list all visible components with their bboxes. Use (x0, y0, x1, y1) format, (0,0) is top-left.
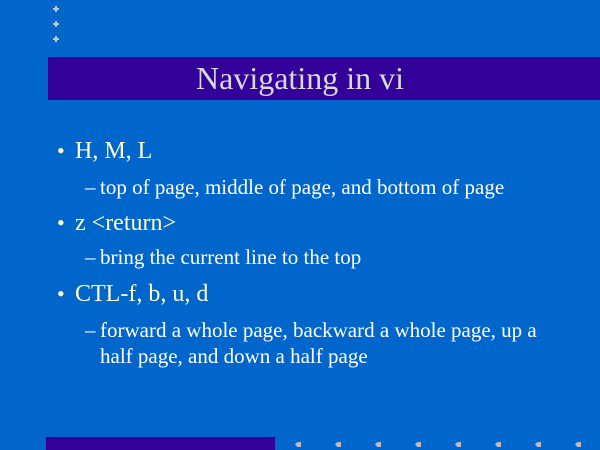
bullet-label: z <return> (75, 210, 177, 236)
footer-tick-icon (495, 442, 501, 447)
bullet-item (57, 209, 176, 237)
footer-tick-icon (295, 442, 301, 447)
footer-tick-icon (575, 442, 581, 447)
footer-tick-icon (415, 442, 421, 447)
bullet-label: CTL-f, b, u, d (75, 281, 209, 307)
plus-dot-icon (53, 21, 59, 27)
plus-dot-icon (53, 6, 59, 12)
dash-icon: – (85, 175, 96, 199)
bullet-icon: • (57, 210, 65, 235)
bullet-item (57, 137, 152, 165)
bullet-item (57, 280, 208, 308)
dash-icon: – (85, 245, 96, 269)
footer-bar (46, 437, 275, 450)
sub-bullet-item (85, 244, 361, 270)
plus-dot-icon (53, 36, 59, 42)
footer-tick-row (295, 442, 581, 447)
footer-tick-icon (535, 442, 541, 447)
bullet-icon: • (57, 281, 65, 306)
sub-bullet-label: top of page, middle of page, and bottom of page (100, 175, 505, 199)
sub-bullet-label: bring the current line to the top (100, 245, 362, 269)
bullet-icon: • (57, 138, 65, 163)
footer-tick-icon (375, 442, 381, 447)
sub-bullet-label: forward a whole page, backward a whole page, up a half page, and down a half page (100, 318, 537, 368)
footer-tick-icon (455, 442, 461, 447)
top-decoration-dots (53, 6, 59, 51)
footer-tick-icon (335, 442, 341, 447)
bullet-label: H, M, L (75, 138, 153, 164)
sub-bullet-item (85, 317, 560, 369)
dash-icon: – (85, 318, 96, 342)
slide-title: Navigating in vi (196, 60, 404, 96)
sub-bullet-item (85, 174, 504, 200)
